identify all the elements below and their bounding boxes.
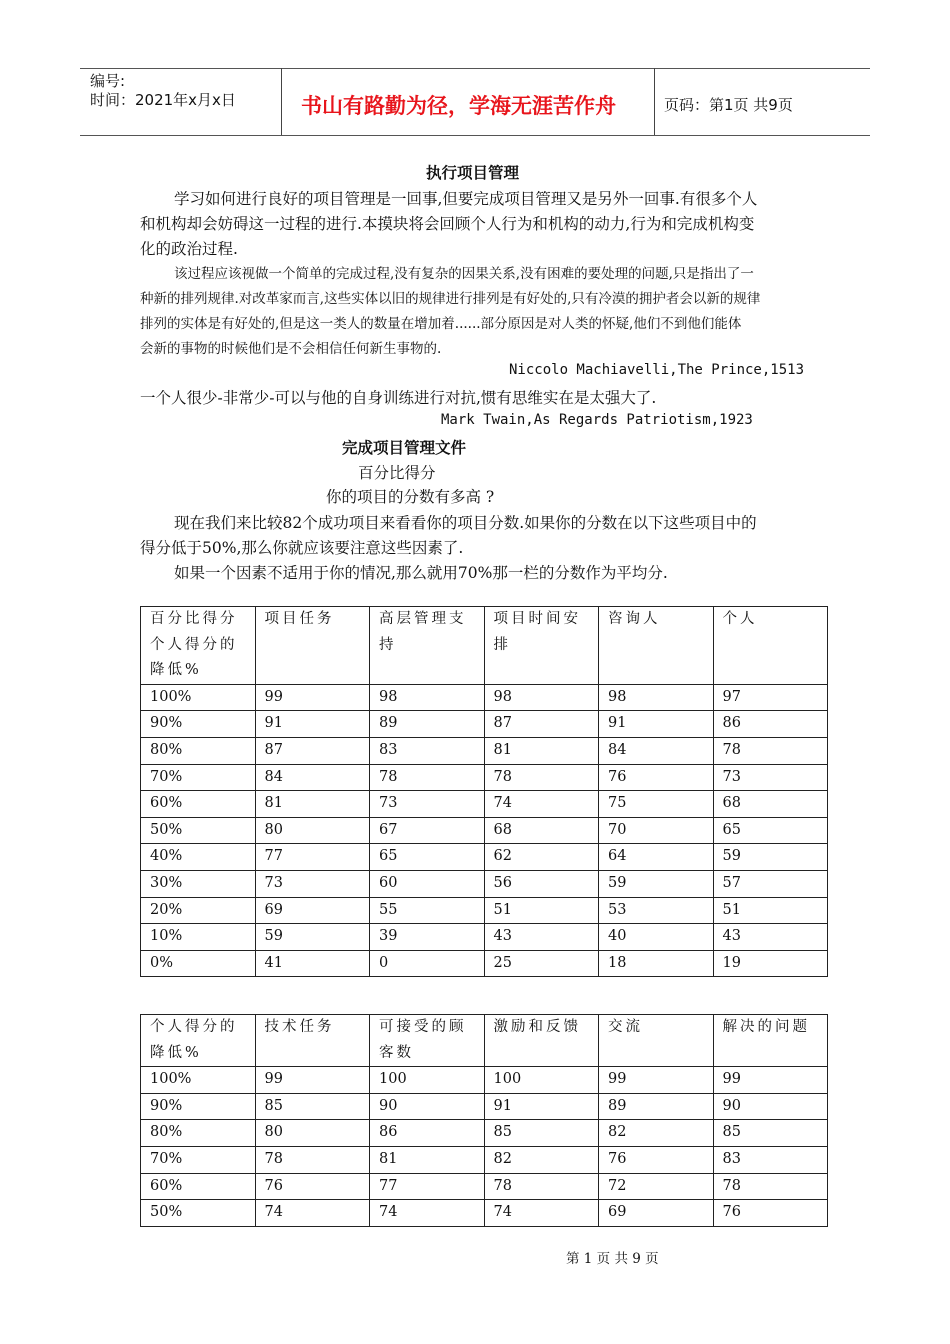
table-cell: 50% (141, 1200, 256, 1227)
table-row (141, 897, 828, 924)
table-cell: 100% (141, 1067, 256, 1094)
table-cell: 76 (599, 764, 714, 791)
column-header: 解决的问题 (713, 1015, 828, 1067)
table-cell: 43 (713, 924, 828, 951)
table-cell: 80% (141, 737, 256, 764)
table-cell: 64 (599, 844, 714, 871)
table-cell: 81 (255, 791, 370, 818)
table-cell: 70% (141, 764, 256, 791)
table-cell: 59 (255, 924, 370, 951)
table-cell: 70 (599, 817, 714, 844)
table-cell: 100 (484, 1067, 599, 1094)
text-line: 排列的实体是有好处的,但是这一类人的数量在增加着......部分原因是对人类的怀疑,他们不到他们能体 (140, 316, 742, 332)
table-cell: 91 (484, 1093, 599, 1120)
table-row (141, 1120, 828, 1147)
table-cell: 87 (255, 737, 370, 764)
table-cell: 74 (255, 1200, 370, 1227)
table-cell: 53 (599, 897, 714, 924)
text-line: 种新的排列规律.对改革家而言,这些实体以旧的规律进行排列是有好处的,只有冷漠的拥护者会以新的规律 (140, 291, 761, 307)
table-row (141, 817, 828, 844)
section-title: 完成项目管理文件 (342, 439, 467, 457)
table-cell: 89 (599, 1093, 714, 1120)
score-table-1 (140, 606, 828, 977)
table-header-row (141, 1015, 828, 1067)
table-cell: 99 (599, 1067, 714, 1094)
table-cell: 78 (713, 1173, 828, 1200)
table-cell: 90 (370, 1093, 485, 1120)
table-cell: 76 (255, 1173, 370, 1200)
table-cell: 78 (370, 764, 485, 791)
table-cell: 55 (370, 897, 485, 924)
table-row (141, 1200, 828, 1227)
table-cell: 86 (370, 1120, 485, 1147)
table-cell: 65 (370, 844, 485, 871)
table-cell: 85 (255, 1093, 370, 1120)
table-cell: 56 (484, 870, 599, 897)
table-cell: 51 (713, 897, 828, 924)
table-cell: 0 (370, 950, 485, 977)
table-cell: 51 (484, 897, 599, 924)
table-cell: 68 (484, 817, 599, 844)
table-cell: 40 (599, 924, 714, 951)
table-cell: 81 (370, 1146, 485, 1173)
table-cell: 99 (255, 1067, 370, 1094)
table-row (141, 737, 828, 764)
header-top-rule (80, 68, 870, 69)
table-cell: 25 (484, 950, 599, 977)
table-cell: 99 (255, 684, 370, 711)
table-cell: 74 (484, 1200, 599, 1227)
table-cell: 82 (484, 1146, 599, 1173)
column-header: 百分比得分个人得分的降低% (141, 607, 256, 685)
page-title: 执行项目管理 (426, 164, 520, 182)
subtitle: 百分比得分 (358, 464, 436, 482)
table-cell: 98 (370, 684, 485, 711)
column-header: 交流 (599, 1015, 714, 1067)
table-cell: 41 (255, 950, 370, 977)
table-cell: 76 (599, 1146, 714, 1173)
column-header: 咨询人 (599, 607, 714, 685)
question: 你的项目的分数有多高 ? (326, 488, 495, 506)
table-cell: 43 (484, 924, 599, 951)
average-note: 如果一个因素不适用于你的情况,那么就用70%那一栏的分数作为平均分. (174, 564, 668, 582)
table-cell: 85 (484, 1120, 599, 1147)
table-cell: 78 (255, 1146, 370, 1173)
text-line: 得分低于50%,那么你就应该要注意这些因素了. (140, 539, 464, 557)
text-line: 现在我们来比较82个成功项目来看看你的项目分数.如果你的分数在以下这些项目中的 (174, 514, 757, 532)
table-cell: 0% (141, 950, 256, 977)
table-cell: 78 (484, 764, 599, 791)
table-cell: 75 (599, 791, 714, 818)
table-row (141, 950, 828, 977)
table-cell: 87 (484, 711, 599, 738)
table-cell: 85 (713, 1120, 828, 1147)
table-row (141, 844, 828, 871)
date-label: 时间：2021年x月x日 (90, 91, 236, 109)
table-row (141, 870, 828, 897)
table-cell: 73 (255, 870, 370, 897)
table-cell: 78 (713, 737, 828, 764)
table-cell: 69 (599, 1200, 714, 1227)
table-cell: 59 (713, 844, 828, 871)
table-cell: 80% (141, 1120, 256, 1147)
table-cell: 100 (370, 1067, 485, 1094)
table-cell: 59 (599, 870, 714, 897)
table-row (141, 1067, 828, 1094)
table-cell: 84 (599, 737, 714, 764)
table-cell: 80 (255, 817, 370, 844)
table-cell: 19 (713, 950, 828, 977)
table-cell: 84 (255, 764, 370, 791)
table-row (141, 1146, 828, 1173)
table-cell: 69 (255, 897, 370, 924)
table-row (141, 711, 828, 738)
serial-label: 编号: (90, 72, 126, 90)
table-cell: 98 (484, 684, 599, 711)
table-cell: 90% (141, 1093, 256, 1120)
table-cell: 65 (713, 817, 828, 844)
motto: 书山有路勤为径，学海无涯苦作舟 (301, 94, 616, 118)
table-cell: 82 (599, 1120, 714, 1147)
table-cell: 86 (713, 711, 828, 738)
column-header: 个人 (713, 607, 828, 685)
table-cell: 60% (141, 791, 256, 818)
table-cell: 72 (599, 1173, 714, 1200)
table-cell: 10% (141, 924, 256, 951)
table-cell: 73 (713, 764, 828, 791)
table-row (141, 764, 828, 791)
table-header-row (141, 607, 828, 685)
table-cell: 62 (484, 844, 599, 871)
quote2-source: Mark Twain,As Regards Patriotism,1923 (441, 412, 753, 428)
column-header: 项目时间安排 (484, 607, 599, 685)
table-cell: 40% (141, 844, 256, 871)
table-cell: 100% (141, 684, 256, 711)
table-cell: 20% (141, 897, 256, 924)
column-header: 高层管理支持 (370, 607, 485, 685)
table-cell: 78 (484, 1173, 599, 1200)
table-cell: 60% (141, 1173, 256, 1200)
column-header: 可接受的顾客数 (370, 1015, 485, 1067)
page-info: 页码：第1页 共9页 (664, 96, 793, 114)
column-header: 技术任务 (255, 1015, 370, 1067)
table-cell: 90% (141, 711, 256, 738)
header-bottom-rule (80, 135, 870, 136)
table-cell: 39 (370, 924, 485, 951)
header-divider (281, 68, 282, 135)
text-line: 化的政治过程. (140, 240, 238, 258)
table-cell: 73 (370, 791, 485, 818)
table-cell: 83 (713, 1146, 828, 1173)
header-divider (654, 68, 655, 135)
score-table-2 (140, 1014, 828, 1227)
table-row (141, 684, 828, 711)
column-header: 项目任务 (255, 607, 370, 685)
table-row (141, 1173, 828, 1200)
table-cell: 89 (370, 711, 485, 738)
table-cell: 74 (484, 791, 599, 818)
table-cell: 91 (599, 711, 714, 738)
text-line: 该过程应该视做一个简单的完成过程,没有复杂的因果关系,没有困难的要处理的问题,只是指出了一 (174, 266, 754, 282)
table-cell: 50% (141, 817, 256, 844)
table-row (141, 1093, 828, 1120)
page-footer: 第 1 页 共 9 页 (566, 1251, 659, 1267)
table-cell: 74 (370, 1200, 485, 1227)
table-cell: 99 (713, 1067, 828, 1094)
table-cell: 70% (141, 1146, 256, 1173)
table-cell: 91 (255, 711, 370, 738)
column-header: 个人得分的降低% (141, 1015, 256, 1067)
table-row (141, 924, 828, 951)
table-cell: 83 (370, 737, 485, 764)
table-cell: 30% (141, 870, 256, 897)
twain-quote: 一个人很少-非常少-可以与他的自身训练进行对抗,惯有思维实在是太强大了. (140, 389, 657, 407)
table-cell: 80 (255, 1120, 370, 1147)
table-cell: 76 (713, 1200, 828, 1227)
table-cell: 97 (713, 684, 828, 711)
table-cell: 90 (713, 1093, 828, 1120)
text-line: 会新的事物的时候他们是不会相信任何新生事物的. (140, 341, 442, 357)
table-cell: 68 (713, 791, 828, 818)
table-cell: 18 (599, 950, 714, 977)
table-cell: 57 (713, 870, 828, 897)
text-line: 和机构却会妨碍这一过程的进行.本摸块将会回顾个人行为和机构的动力,行为和完成机构变 (140, 215, 755, 233)
table-cell: 60 (370, 870, 485, 897)
table-cell: 67 (370, 817, 485, 844)
table-cell: 77 (370, 1173, 485, 1200)
table-cell: 77 (255, 844, 370, 871)
table-cell: 98 (599, 684, 714, 711)
table-cell: 81 (484, 737, 599, 764)
column-header: 激励和反馈 (484, 1015, 599, 1067)
text-line: 学习如何进行良好的项目管理是一回事,但要完成项目管理又是另外一回事.有很多个人 (174, 190, 758, 208)
quote1-source: Niccolo Machiavelli,The Prince,1513 (509, 362, 805, 378)
table-row (141, 791, 828, 818)
